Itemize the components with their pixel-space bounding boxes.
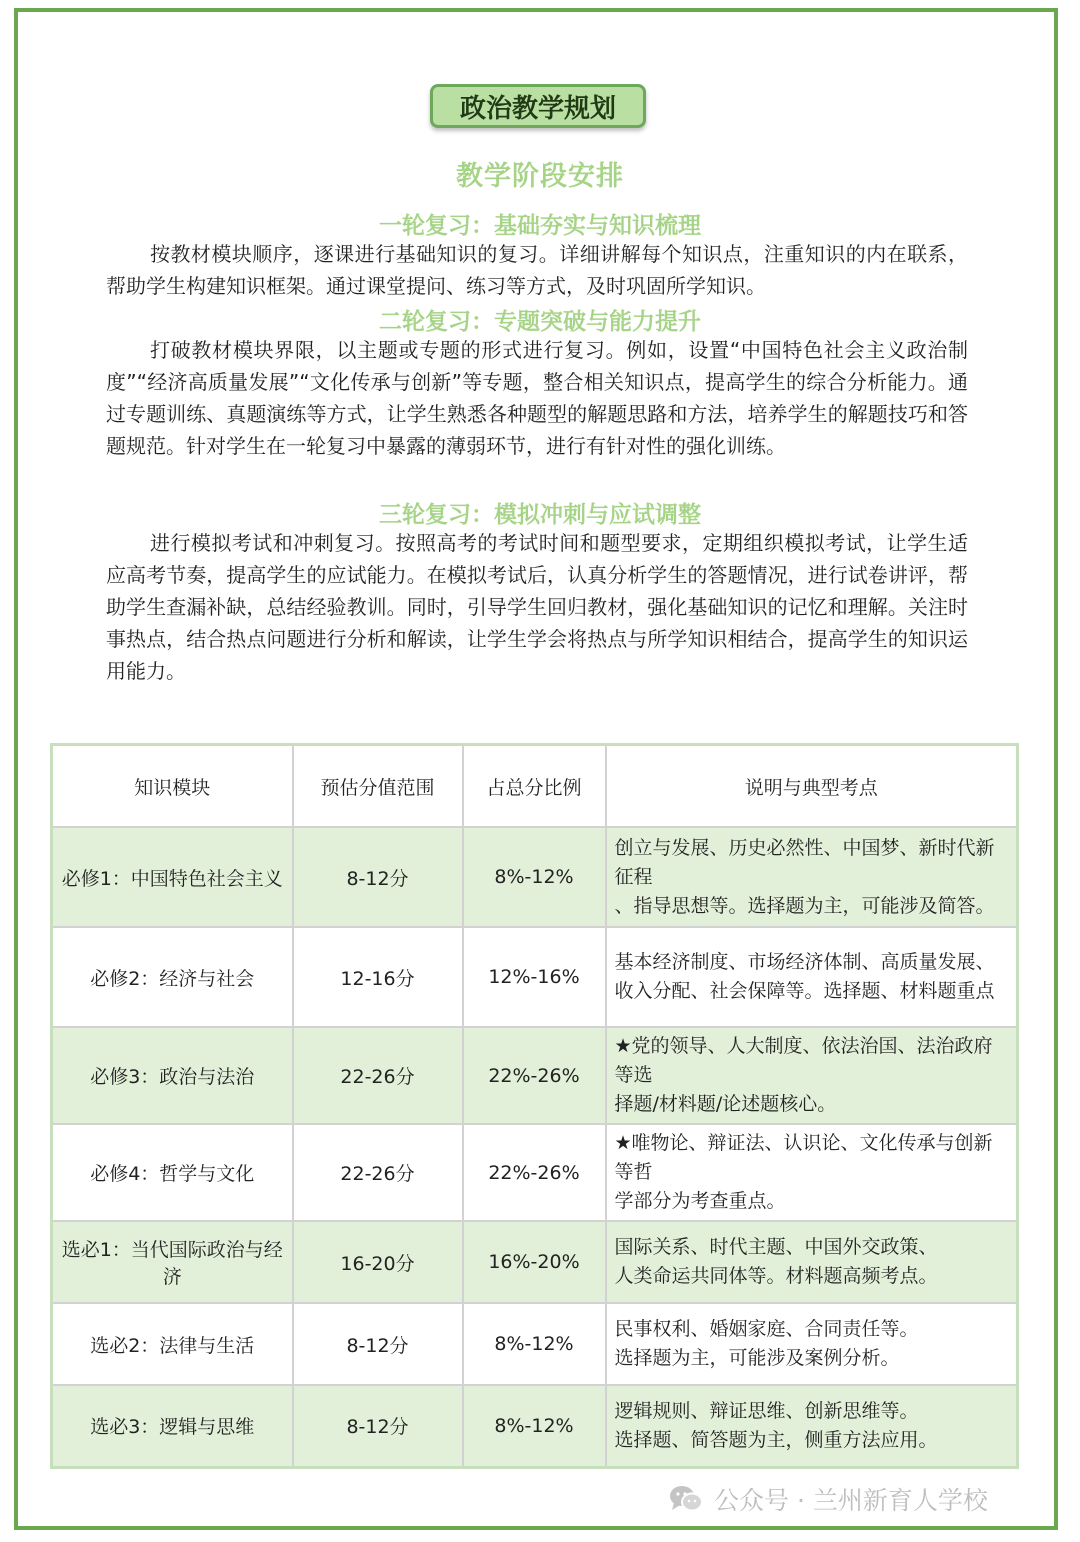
- desc-line: 逻辑规则、辩证思维、创新思维等。: [614, 1399, 919, 1422]
- cell-score: 22-26分: [293, 1027, 463, 1124]
- cell-module: 选必3：逻辑与思维: [52, 1385, 293, 1467]
- stage-3-text: 进行模拟考试和冲刺复习。按照高考的考试时间和题型要求，定期组织模拟考试，让学生适应高考节奏，提高学生的应试能力。在模拟考试后，认真分析学生的答题情况，进行试卷讲评，帮助学生查漏补缺，总结经验教训。同时，引导学生回归教材，强化基础知识的记忆和理解。关注时事热点，结合热点问题进行分析和解读，让学生学会将热点与所学知识相结合，提高学生的知识运用能力。: [106, 531, 968, 683]
- header-module: 知识模块: [52, 745, 293, 828]
- desc-line: 基本经济制度、市场经济体制、高质量发展、: [614, 951, 995, 973]
- desc-line: 人类命运共同体等。材料题高频考点。: [614, 1265, 938, 1287]
- table-row: [52, 1221, 1018, 1303]
- page-title: 政治教学规划: [430, 84, 646, 128]
- table-header-row: [52, 745, 1018, 828]
- cell-score: 12-16分: [293, 927, 463, 1027]
- cell-ratio: 8%-12%: [463, 1385, 606, 1467]
- table-row: [52, 1124, 1018, 1221]
- desc-line: 选择题为主，可能涉及案例分析。: [614, 1347, 900, 1369]
- stage-1-title: 一轮复习：基础夯实与知识梳理: [379, 213, 701, 239]
- cell-module: 选必1：当代国际政治与经济: [52, 1221, 293, 1303]
- cell-desc: [606, 827, 1018, 927]
- cell-module: 必修3：政治与法治: [52, 1027, 293, 1124]
- desc-line: 学部分为考查重点。: [614, 1190, 786, 1212]
- cell-desc: [606, 1221, 1018, 1303]
- desc-line: 创立与发展、历史必然性、中国梦、新时代新征程: [614, 836, 995, 888]
- cell-score: 22-26分: [293, 1124, 463, 1221]
- stage-2-title: 二轮复习：专题突破与能力提升: [379, 309, 701, 335]
- cell-ratio: 22%-26%: [463, 1124, 606, 1221]
- cell-desc: [606, 1027, 1018, 1124]
- stage-2-text: 打破教材模块界限，以主题或专题的形式进行复习。例如，设置“中国特色社会主义政治制度”“经济高质量发展”“文化传承与创新”等专题，整合相关知识点，提高学生的综合分析能力。通过专题训练、真题演练等方式，让学生熟悉各种题型的解题思路和方法，培养学生的解题技巧和答题规范。针对学生在一轮复习中暴露的薄弱环节，进行有针对性的强化训练。: [106, 338, 968, 458]
- desc-line: ★党的领导、人大制度、依法治国、法治政府等选: [614, 1035, 993, 1086]
- header-ratio: 占总分比例: [463, 745, 606, 828]
- table-row: [52, 927, 1018, 1027]
- cell-ratio: 16%-20%: [463, 1221, 606, 1303]
- cell-desc: [606, 927, 1018, 1027]
- wechat-icon: [668, 1484, 704, 1514]
- score-table: [50, 743, 1019, 1469]
- cell-desc: [606, 1303, 1018, 1385]
- cell-ratio: 12%-16%: [463, 927, 606, 1027]
- cell-ratio: 8%-12%: [463, 827, 606, 927]
- desc-line: 选择题、简答题为主，侧重方法应用。: [614, 1428, 938, 1451]
- table-row: [52, 1027, 1018, 1124]
- watermark-text: 公众号 · 兰州新育人学校: [714, 1486, 988, 1515]
- cell-module: 必修4：哲学与文化: [52, 1124, 293, 1221]
- cell-score: 8-12分: [293, 1385, 463, 1467]
- header-desc: 说明与典型考点: [606, 745, 1018, 828]
- cell-module: 必修2：经济与社会: [52, 927, 293, 1027]
- desc-line: 择题/材料题/论述题核心。: [614, 1093, 837, 1115]
- section-subtitle: 教学阶段安排: [456, 161, 624, 192]
- cell-desc: [606, 1124, 1018, 1221]
- cell-desc: [606, 1385, 1018, 1467]
- table-row: [52, 1303, 1018, 1385]
- watermark: [668, 1482, 988, 1516]
- cell-ratio: 8%-12%: [463, 1303, 606, 1385]
- cell-score: 8-12分: [293, 827, 463, 927]
- cell-score: 8-12分: [293, 1303, 463, 1385]
- stage-3-title: 三轮复习：模拟冲刺与应试调整: [379, 502, 701, 528]
- stage-1-text: 按教材模块顺序，逐课进行基础知识的复习。详细讲解每个知识点，注重知识的内在联系，帮助学生构建知识框架。通过课堂提问、练习等方式，及时巩固所学知识。: [106, 242, 968, 298]
- cell-score: 16-20分: [293, 1221, 463, 1303]
- cell-module: 必修1：中国特色社会主义: [52, 827, 293, 927]
- table-row: [52, 1385, 1018, 1467]
- desc-line: 国际关系、时代主题、中国外交政策、: [614, 1236, 938, 1258]
- desc-line: 民事权利、婚姻家庭、合同责任等。: [614, 1318, 919, 1340]
- desc-line: ★唯物论、辩证法、认识论、文化传承与创新等哲: [614, 1132, 993, 1183]
- desc-line: 、指导思想等。选择题为主，可能涉及简答。: [614, 894, 995, 917]
- cell-module: 选必2：法律与生活: [52, 1303, 293, 1385]
- desc-line: 收入分配、社会保障等。选择题、材料题重点: [614, 980, 995, 1002]
- cell-ratio: 22%-26%: [463, 1027, 606, 1124]
- table-row: [52, 827, 1018, 927]
- header-score: 预估分值范围: [293, 745, 463, 828]
